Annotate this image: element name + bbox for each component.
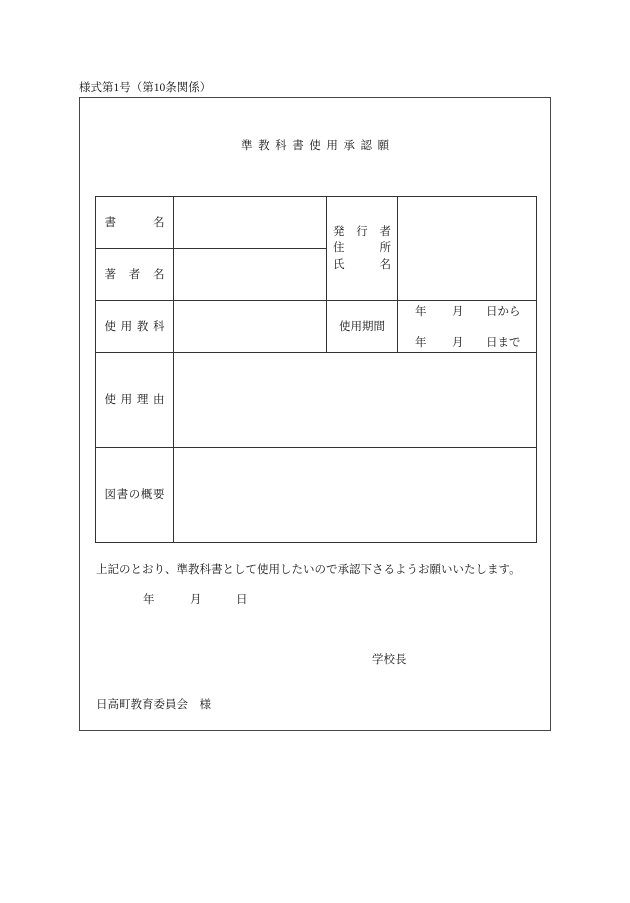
label-character: 氏	[333, 258, 345, 271]
label-character: 住	[333, 242, 345, 255]
period-from-line	[415, 305, 521, 319]
period-label-cell	[327, 301, 398, 353]
label-character: 使	[104, 320, 116, 333]
period-to-year: 年	[415, 337, 427, 349]
publisher-info-field	[398, 197, 537, 301]
label-character: 図	[104, 489, 116, 501]
period-field	[398, 301, 537, 353]
publisher-label	[333, 224, 391, 241]
label-character: 使	[104, 394, 116, 406]
label-character: 使	[309, 140, 321, 152]
form-number-label: 様式第1号（第10条関係）	[79, 82, 212, 94]
label-character: 者	[128, 268, 141, 281]
label-character: 用	[326, 140, 338, 152]
subject-label	[105, 320, 165, 334]
request-text: 上記のとおり、準教科書として使用したいので承認下さるようお願いいたします。	[96, 564, 521, 576]
label-character: 要	[153, 489, 165, 501]
label-character: 用	[120, 320, 133, 333]
summary-field	[174, 448, 537, 543]
book-title-label	[105, 216, 165, 230]
subject-field	[174, 301, 327, 353]
author-label-cell	[96, 249, 174, 301]
author-field	[174, 249, 327, 301]
document-title	[241, 139, 389, 153]
period-field-content	[398, 301, 536, 352]
date-day: 日	[236, 594, 248, 606]
signatory-label: 学校長	[372, 654, 407, 666]
label-character: 書	[116, 489, 129, 501]
summary-label	[105, 488, 165, 502]
label-character: 発	[333, 225, 345, 238]
publisher-label-group	[333, 224, 391, 274]
table-row-summary	[96, 448, 537, 543]
label-character: 用	[120, 394, 133, 406]
label-character: の	[128, 489, 141, 501]
label-character: 名	[379, 258, 391, 271]
reason-label-cell	[96, 353, 174, 448]
publisher-label-cell	[327, 197, 398, 301]
label-character: 願	[377, 140, 389, 152]
label-character: 認	[360, 140, 372, 152]
label-character: 書	[104, 216, 116, 229]
address-label	[333, 240, 391, 257]
label-character: 名	[153, 268, 165, 281]
addressee: 日高町教育委員会 様	[96, 699, 211, 711]
label-character: 概	[140, 489, 153, 501]
period-to-month: 月	[452, 337, 464, 349]
table-row-subject	[96, 301, 537, 353]
reason-field	[174, 353, 537, 448]
application-table	[95, 196, 537, 543]
table-row-book-title	[96, 197, 537, 249]
label-character: 教	[136, 320, 149, 333]
book-title-field	[174, 197, 327, 249]
label-character: 著	[104, 268, 116, 281]
book-title-label-cell	[96, 197, 174, 249]
label-character: 理	[136, 394, 149, 406]
label-character: 所	[379, 242, 391, 255]
label-character: 由	[152, 394, 165, 406]
label-character: 書	[292, 140, 304, 152]
subject-label-cell	[96, 301, 174, 353]
label-character: 科	[152, 320, 165, 333]
table-body	[96, 197, 537, 543]
label-character: 準	[241, 140, 253, 152]
period-to-line	[415, 336, 521, 350]
label-character: 科	[275, 140, 287, 152]
period-from-month: 月	[452, 306, 464, 318]
date-month: 月	[190, 594, 202, 606]
form-frame	[79, 97, 551, 731]
table-row-reason	[96, 353, 537, 448]
period-from-year: 年	[415, 306, 427, 318]
summary-label-cell	[96, 448, 174, 543]
label-character: 行	[356, 225, 368, 238]
name-label	[333, 257, 391, 274]
date-year: 年	[143, 594, 155, 606]
label-character: 名	[153, 216, 165, 229]
label-character: 教	[258, 140, 270, 152]
period-from-day: 日から	[486, 306, 521, 318]
period-label: 使用期間	[339, 320, 385, 333]
author-label	[105, 268, 165, 282]
reason-label	[105, 393, 165, 407]
period-to-day: 日まで	[486, 337, 521, 349]
label-character: 者	[379, 225, 391, 238]
label-character: 承	[343, 140, 355, 152]
